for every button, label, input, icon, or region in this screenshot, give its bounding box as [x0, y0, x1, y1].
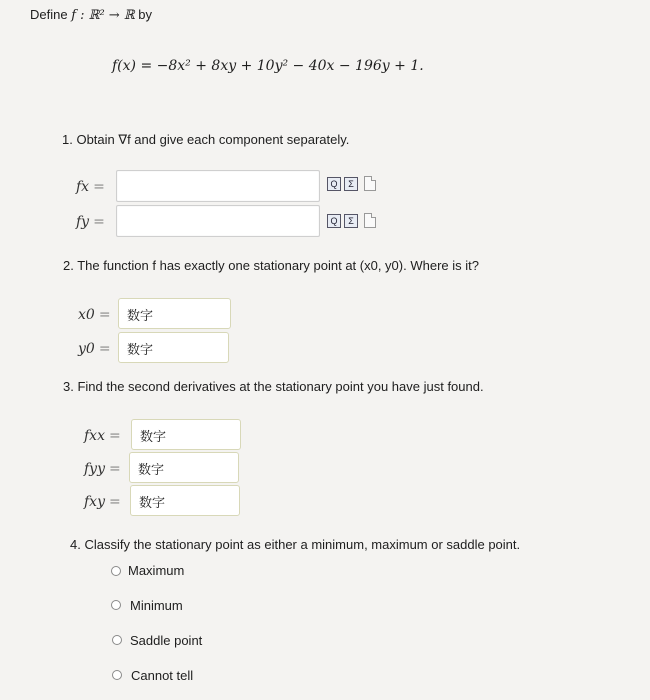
define-suffix: by — [138, 7, 152, 22]
fxx-label: fxx = — [84, 428, 121, 444]
preview-icon[interactable]: Q — [327, 214, 341, 228]
fyy-input[interactable]: 数字 — [129, 452, 239, 483]
help-doc-icon[interactable] — [364, 176, 376, 191]
fxy-label: fxy = — [84, 494, 121, 510]
intro-definition — [30, 7, 152, 23]
question-2-text: 2. The function f has exactly one stationary point at (x0, y0). Where is it? — [63, 258, 479, 273]
radio-cannot-tell[interactable] — [112, 670, 122, 680]
x0-input[interactable]: 数字 — [118, 298, 231, 329]
question-3-text: 3. Find the second derivatives at the stationary point you have just found. — [63, 379, 484, 394]
option-maximum-label: Maximum — [128, 563, 185, 578]
option-cannot-tell-label: Cannot tell — [131, 668, 194, 683]
fx-label: fx = — [76, 179, 105, 195]
sigma-icon[interactable]: Σ — [344, 214, 358, 228]
radio-minimum[interactable] — [111, 600, 121, 610]
sigma-icon[interactable]: Σ — [344, 177, 358, 191]
y0-label: y0 = — [78, 341, 111, 357]
define-prefix: Define — [30, 7, 68, 22]
option-minimum-label: Minimum — [130, 598, 183, 613]
fxx-input[interactable]: 数字 — [131, 419, 241, 450]
define-math: f : ℝ² → ℝ — [71, 8, 135, 23]
fyy-label: fyy = — [84, 461, 121, 477]
radio-maximum[interactable] — [111, 566, 121, 576]
question-4-text: 4. Classify the stationary point as either a minimum, maximum or saddle point. — [70, 537, 521, 552]
function-formula: f(x) = −8x² + 8xy + 10y² − 40x − 196y + 1. — [112, 58, 424, 74]
fx-input[interactable] — [116, 170, 320, 202]
radio-saddle-point[interactable] — [112, 635, 122, 645]
preview-icon[interactable]: Q — [327, 177, 341, 191]
fxy-input[interactable]: 数字 — [130, 485, 240, 516]
fy-input[interactable] — [116, 205, 320, 237]
fy-label: fy = — [76, 214, 105, 230]
x0-label: x0 = — [78, 307, 111, 323]
question-1-text: 1. Obtain ∇f and give each component separately. — [62, 132, 350, 147]
y0-input[interactable]: 数字 — [118, 332, 229, 363]
help-doc-icon[interactable] — [364, 213, 376, 228]
option-saddle-point-label: Saddle point — [130, 633, 203, 648]
